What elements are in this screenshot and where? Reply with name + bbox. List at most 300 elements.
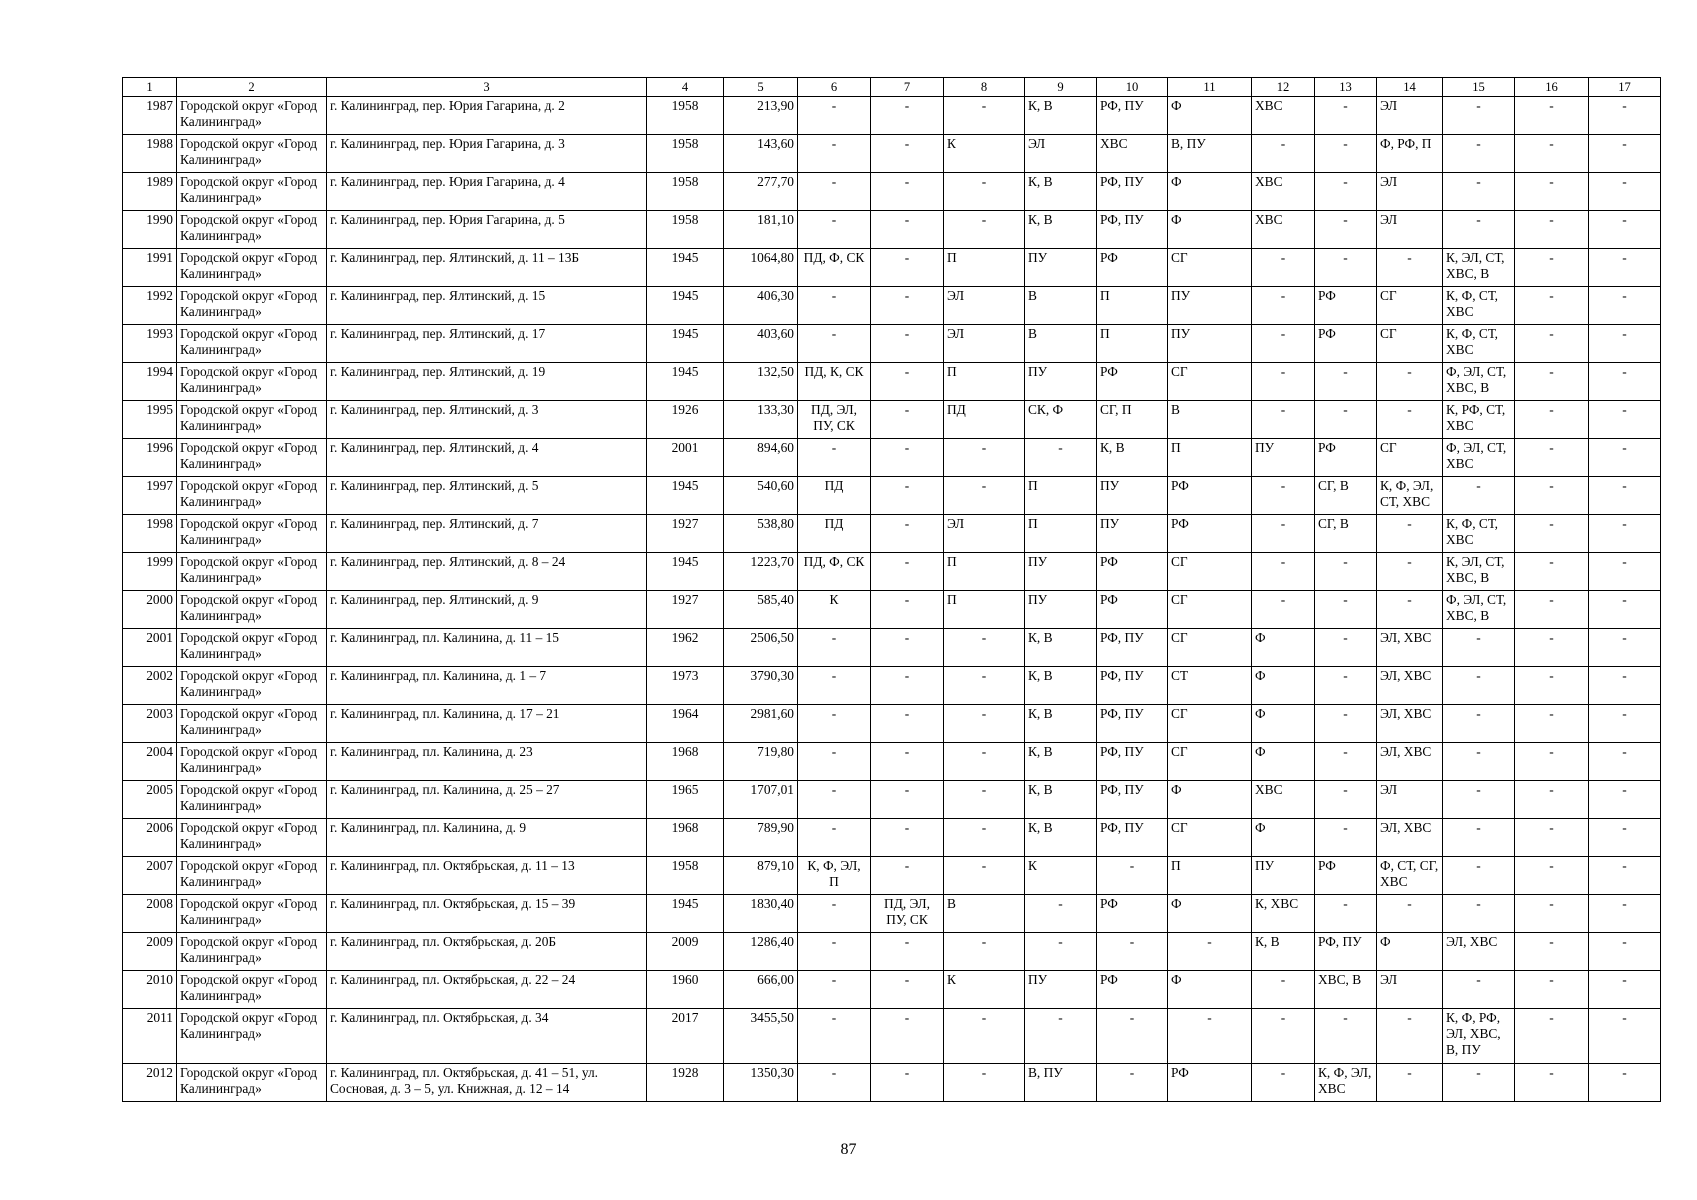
table-cell-col-15: - <box>1443 211 1515 249</box>
table-cell-col-12: ПУ <box>1252 857 1315 895</box>
table-cell-col-9: К, В <box>1025 629 1097 667</box>
table-cell-col-13: РФ <box>1315 287 1377 325</box>
table-cell-col-6: - <box>798 743 871 781</box>
table-cell-col-15: - <box>1443 971 1515 1009</box>
table-cell-col-13: - <box>1315 781 1377 819</box>
table-cell-col-6: - <box>798 439 871 477</box>
table-cell-col-6: - <box>798 135 871 173</box>
table-cell-col-8: - <box>944 477 1025 515</box>
table-cell-col-11: Ф <box>1168 173 1252 211</box>
table-cell-col-3: г. Калининград, пер. Ялтинский, д. 5 <box>327 477 647 515</box>
table-cell-col-9: К, В <box>1025 173 1097 211</box>
table-cell-col-6: - <box>798 97 871 135</box>
table-cell-col-14: ЭЛ <box>1377 971 1443 1009</box>
table-cell-col-17: - <box>1589 591 1661 629</box>
table-cell-col-16: - <box>1515 1064 1589 1102</box>
table-cell-col-13: - <box>1315 211 1377 249</box>
table-cell-col-10: ПУ <box>1097 515 1168 553</box>
table-cell-col-12: - <box>1252 553 1315 591</box>
table-cell-col-9: - <box>1025 439 1097 477</box>
table-row <box>123 629 1661 667</box>
table-cell-col-1: 2000 <box>123 591 177 629</box>
table-cell-col-17: - <box>1589 553 1661 591</box>
table-cell-col-6: ПД, ЭЛ, ПУ, СК <box>798 401 871 439</box>
region-buildings-table <box>122 77 1661 1102</box>
table-cell-col-6: ПД, Ф, СК <box>798 249 871 287</box>
table-row <box>123 477 1661 515</box>
table-cell-col-7: - <box>871 287 944 325</box>
table-row <box>123 249 1661 287</box>
table-cell-col-12: К, ХВС <box>1252 895 1315 933</box>
table-cell-col-10: РФ <box>1097 895 1168 933</box>
table-cell-col-7: - <box>871 857 944 895</box>
table-cell-col-10: ХВС <box>1097 135 1168 173</box>
table-cell-col-1: 1987 <box>123 97 177 135</box>
table-row <box>123 439 1661 477</box>
table-cell-col-15: К, Ф, СТ, ХВС <box>1443 287 1515 325</box>
table-cell-col-5: 1286,40 <box>724 933 798 971</box>
table-cell-col-9: В <box>1025 287 1097 325</box>
table-cell-col-17: - <box>1589 1009 1661 1064</box>
table-cell-col-2: Городской округ «Город Калининград» <box>177 249 327 287</box>
table-cell-col-16: - <box>1515 971 1589 1009</box>
table-cell-col-11: СГ <box>1168 363 1252 401</box>
table-row <box>123 211 1661 249</box>
table-cell-col-15: К, Ф, РФ, ЭЛ, ХВС, В, ПУ <box>1443 1009 1515 1064</box>
table-cell-col-3: г. Калининград, пер. Ялтинский, д. 7 <box>327 515 647 553</box>
table-cell-col-13: - <box>1315 743 1377 781</box>
table-row <box>123 857 1661 895</box>
table-cell-col-13: РФ <box>1315 325 1377 363</box>
table-cell-col-14: - <box>1377 515 1443 553</box>
table-cell-col-2: Городской округ «Город Калининград» <box>177 819 327 857</box>
table-cell-col-5: 1223,70 <box>724 553 798 591</box>
table-cell-col-8: ЭЛ <box>944 287 1025 325</box>
table-cell-col-2: Городской округ «Город Калининград» <box>177 1064 327 1102</box>
table-cell-col-15: К, Ф, СТ, ХВС <box>1443 325 1515 363</box>
table-cell-col-2: Городской округ «Город Калининград» <box>177 781 327 819</box>
table-cell-col-5: 403,60 <box>724 325 798 363</box>
column-header-9: 9 <box>1025 78 1097 97</box>
table-cell-col-1: 2009 <box>123 933 177 971</box>
table-cell-col-11: СГ <box>1168 705 1252 743</box>
table-cell-col-13: РФ <box>1315 439 1377 477</box>
table-cell-col-2: Городской округ «Город Калининград» <box>177 705 327 743</box>
column-header-17: 17 <box>1589 78 1661 97</box>
table-cell-col-17: - <box>1589 97 1661 135</box>
table-cell-col-14: Ф, РФ, П <box>1377 135 1443 173</box>
table-cell-col-4: 1964 <box>647 705 724 743</box>
table-cell-col-2: Городской округ «Город Калининград» <box>177 629 327 667</box>
table-cell-col-17: - <box>1589 781 1661 819</box>
table-cell-col-11: Ф <box>1168 895 1252 933</box>
table-cell-col-10: РФ, ПУ <box>1097 705 1168 743</box>
table-cell-col-7: - <box>871 667 944 705</box>
table-cell-col-5: 133,30 <box>724 401 798 439</box>
table-cell-col-8: В <box>944 895 1025 933</box>
table-cell-col-3: г. Калининград, пл. Октябрьская, д. 15 – 39 <box>327 895 647 933</box>
table-row <box>123 591 1661 629</box>
table-cell-col-1: 2005 <box>123 781 177 819</box>
table-cell-col-6: - <box>798 705 871 743</box>
table-cell-col-12: ХВС <box>1252 173 1315 211</box>
table-cell-col-15: - <box>1443 667 1515 705</box>
column-header-8: 8 <box>944 78 1025 97</box>
table-cell-col-17: - <box>1589 325 1661 363</box>
table-cell-col-10: РФ, ПУ <box>1097 781 1168 819</box>
table-cell-col-16: - <box>1515 933 1589 971</box>
table-cell-col-4: 1945 <box>647 477 724 515</box>
table-cell-col-9: ПУ <box>1025 591 1097 629</box>
table-cell-col-17: - <box>1589 515 1661 553</box>
table-header-row <box>123 78 1661 97</box>
table-cell-col-6: - <box>798 173 871 211</box>
table-cell-col-17: - <box>1589 439 1661 477</box>
table-cell-col-12: - <box>1252 1064 1315 1102</box>
table-cell-col-12: Ф <box>1252 819 1315 857</box>
table-cell-col-3: г. Калининград, пер. Ялтинский, д. 17 <box>327 325 647 363</box>
table-cell-col-4: 1968 <box>647 819 724 857</box>
table-cell-col-2: Городской округ «Город Калининград» <box>177 553 327 591</box>
table-cell-col-6: ПД <box>798 477 871 515</box>
table-cell-col-9: К, В <box>1025 97 1097 135</box>
table-cell-col-1: 2006 <box>123 819 177 857</box>
table-cell-col-17: - <box>1589 1064 1661 1102</box>
table-cell-col-2: Городской округ «Город Калининград» <box>177 97 327 135</box>
table-cell-col-15: Ф, ЭЛ, СТ, ХВС, В <box>1443 591 1515 629</box>
column-header-5: 5 <box>724 78 798 97</box>
table-cell-col-16: - <box>1515 135 1589 173</box>
table-cell-col-16: - <box>1515 515 1589 553</box>
table-cell-col-5: 585,40 <box>724 591 798 629</box>
table-cell-col-8: - <box>944 819 1025 857</box>
table-cell-col-6: - <box>798 1009 871 1064</box>
table-cell-col-16: - <box>1515 591 1589 629</box>
table-cell-col-4: 1945 <box>647 287 724 325</box>
table-cell-col-3: г. Калининград, пл. Октябрьская, д. 20Б <box>327 933 647 971</box>
table-cell-col-8: П <box>944 363 1025 401</box>
table-cell-col-17: - <box>1589 629 1661 667</box>
table-cell-col-12: Ф <box>1252 667 1315 705</box>
table-cell-col-4: 1945 <box>647 363 724 401</box>
table-cell-col-7: - <box>871 363 944 401</box>
table-cell-col-12: ХВС <box>1252 97 1315 135</box>
table-cell-col-11: В, ПУ <box>1168 135 1252 173</box>
table-row <box>123 515 1661 553</box>
column-header-10: 10 <box>1097 78 1168 97</box>
table-cell-col-9: СК, Ф <box>1025 401 1097 439</box>
table-cell-col-11: СТ <box>1168 667 1252 705</box>
table-cell-col-11: СГ <box>1168 553 1252 591</box>
table-cell-col-12: Ф <box>1252 743 1315 781</box>
table-cell-col-14: ЭЛ, ХВС <box>1377 705 1443 743</box>
table-cell-col-13: СГ, В <box>1315 515 1377 553</box>
table-cell-col-12: - <box>1252 477 1315 515</box>
table-cell-col-8: ЭЛ <box>944 325 1025 363</box>
table-cell-col-1: 2010 <box>123 971 177 1009</box>
table-cell-col-11: РФ <box>1168 515 1252 553</box>
table-cell-col-7: ПД, ЭЛ, ПУ, СК <box>871 895 944 933</box>
table-cell-col-2: Городской округ «Город Калининград» <box>177 439 327 477</box>
table-cell-col-4: 2009 <box>647 933 724 971</box>
table-cell-col-8: - <box>944 439 1025 477</box>
table-row <box>123 287 1661 325</box>
table-cell-col-4: 1958 <box>647 135 724 173</box>
table-cell-col-5: 666,00 <box>724 971 798 1009</box>
table-cell-col-2: Городской округ «Город Калининград» <box>177 287 327 325</box>
table-cell-col-4: 1945 <box>647 553 724 591</box>
table-cell-col-16: - <box>1515 173 1589 211</box>
table-cell-col-8: - <box>944 857 1025 895</box>
table-cell-col-7: - <box>871 705 944 743</box>
table-cell-col-7: - <box>871 249 944 287</box>
table-cell-col-17: - <box>1589 211 1661 249</box>
table-cell-col-8: - <box>944 781 1025 819</box>
table-cell-col-8: П <box>944 553 1025 591</box>
table-cell-col-10: П <box>1097 287 1168 325</box>
table-cell-col-9: К, В <box>1025 819 1097 857</box>
table-row <box>123 705 1661 743</box>
table-cell-col-4: 1958 <box>647 211 724 249</box>
table-cell-col-9: К, В <box>1025 667 1097 705</box>
table-cell-col-16: - <box>1515 249 1589 287</box>
table-cell-col-3: г. Калининград, пл. Калинина, д. 25 – 27 <box>327 781 647 819</box>
table-cell-col-8: - <box>944 743 1025 781</box>
column-header-2: 2 <box>177 78 327 97</box>
table-cell-col-13: - <box>1315 895 1377 933</box>
table-cell-col-1: 1997 <box>123 477 177 515</box>
table-cell-col-13: - <box>1315 401 1377 439</box>
table-cell-col-1: 2011 <box>123 1009 177 1064</box>
table-cell-col-2: Городской округ «Город Калининград» <box>177 401 327 439</box>
table-cell-col-5: 132,50 <box>724 363 798 401</box>
table-cell-col-16: - <box>1515 629 1589 667</box>
table-cell-col-16: - <box>1515 287 1589 325</box>
column-header-14: 14 <box>1377 78 1443 97</box>
table-row <box>123 401 1661 439</box>
table-cell-col-16: - <box>1515 819 1589 857</box>
table-cell-col-13: - <box>1315 97 1377 135</box>
table-cell-col-5: 1707,01 <box>724 781 798 819</box>
table-cell-col-5: 540,60 <box>724 477 798 515</box>
table-cell-col-6: - <box>798 819 871 857</box>
table-cell-col-16: - <box>1515 363 1589 401</box>
table-cell-col-11: - <box>1168 933 1252 971</box>
table-cell-col-1: 2004 <box>123 743 177 781</box>
table-cell-col-14: - <box>1377 1064 1443 1102</box>
table-cell-col-2: Городской округ «Город Калининград» <box>177 363 327 401</box>
table-cell-col-7: - <box>871 743 944 781</box>
table-cell-col-17: - <box>1589 895 1661 933</box>
table-cell-col-15: - <box>1443 819 1515 857</box>
table-cell-col-4: 2017 <box>647 1009 724 1064</box>
table-cell-col-13: - <box>1315 705 1377 743</box>
table-cell-col-10: К, В <box>1097 439 1168 477</box>
table-cell-col-8: - <box>944 97 1025 135</box>
table-cell-col-4: 1960 <box>647 971 724 1009</box>
table-cell-col-9: ПУ <box>1025 249 1097 287</box>
table-cell-col-1: 2001 <box>123 629 177 667</box>
table-cell-col-6: - <box>798 629 871 667</box>
table-cell-col-12: - <box>1252 249 1315 287</box>
table-cell-col-10: - <box>1097 1009 1168 1064</box>
table-cell-col-4: 1958 <box>647 97 724 135</box>
table-cell-col-10: РФ <box>1097 249 1168 287</box>
table-cell-col-7: - <box>871 933 944 971</box>
table-cell-col-4: 1927 <box>647 591 724 629</box>
table-cell-col-3: г. Калининград, пл. Калинина, д. 17 – 21 <box>327 705 647 743</box>
table-cell-col-14: ЭЛ, ХВС <box>1377 743 1443 781</box>
table-cell-col-14: ЭЛ, ХВС <box>1377 629 1443 667</box>
table-cell-col-17: - <box>1589 135 1661 173</box>
table-cell-col-14: Ф <box>1377 933 1443 971</box>
table-cell-col-16: - <box>1515 781 1589 819</box>
table-cell-col-6: ПД, Ф, СК <box>798 553 871 591</box>
table-cell-col-12: - <box>1252 591 1315 629</box>
table-cell-col-7: - <box>871 97 944 135</box>
table-cell-col-4: 1965 <box>647 781 724 819</box>
table-cell-col-12: К, В <box>1252 933 1315 971</box>
table-cell-col-5: 277,70 <box>724 173 798 211</box>
table-cell-col-9: П <box>1025 477 1097 515</box>
table-cell-col-13: ХВС, В <box>1315 971 1377 1009</box>
table-cell-col-7: - <box>871 1009 944 1064</box>
table-cell-col-2: Городской округ «Город Калининград» <box>177 667 327 705</box>
table-cell-col-9: ПУ <box>1025 553 1097 591</box>
table-row <box>123 743 1661 781</box>
table-cell-col-12: - <box>1252 1009 1315 1064</box>
table-cell-col-14: - <box>1377 401 1443 439</box>
table-cell-col-11: СГ <box>1168 591 1252 629</box>
table-cell-col-3: г. Калининград, пер. Юрия Гагарина, д. 4 <box>327 173 647 211</box>
table-cell-col-12: ПУ <box>1252 439 1315 477</box>
table-cell-col-3: г. Калининград, пл. Калинина, д. 9 <box>327 819 647 857</box>
table-row <box>123 325 1661 363</box>
table-cell-col-7: - <box>871 819 944 857</box>
table-cell-col-14: - <box>1377 895 1443 933</box>
table-cell-col-7: - <box>871 781 944 819</box>
table-cell-col-3: г. Калининград, пер. Юрия Гагарина, д. 3 <box>327 135 647 173</box>
table-cell-col-5: 3455,50 <box>724 1009 798 1064</box>
table-cell-col-1: 2007 <box>123 857 177 895</box>
table-cell-col-8: - <box>944 705 1025 743</box>
table-cell-col-16: - <box>1515 325 1589 363</box>
table-cell-col-1: 1996 <box>123 439 177 477</box>
table-cell-col-4: 1968 <box>647 743 724 781</box>
table-cell-col-2: Городской округ «Город Калининград» <box>177 591 327 629</box>
table-cell-col-2: Городской округ «Город Калининград» <box>177 857 327 895</box>
table-cell-col-2: Городской округ «Город Калининград» <box>177 135 327 173</box>
table-cell-col-8: П <box>944 249 1025 287</box>
table-cell-col-5: 2981,60 <box>724 705 798 743</box>
table-cell-col-7: - <box>871 591 944 629</box>
table-cell-col-13: - <box>1315 363 1377 401</box>
table-row <box>123 1009 1661 1064</box>
table-cell-col-7: - <box>871 553 944 591</box>
table-cell-col-3: г. Калининград, пл. Октябрьская, д. 34 <box>327 1009 647 1064</box>
table-cell-col-6: - <box>798 1064 871 1102</box>
table-cell-col-4: 1927 <box>647 515 724 553</box>
table-cell-col-7: - <box>871 439 944 477</box>
table-cell-col-13: СГ, В <box>1315 477 1377 515</box>
table-cell-col-10: РФ, ПУ <box>1097 211 1168 249</box>
table-cell-col-8: - <box>944 933 1025 971</box>
table-cell-col-10: РФ <box>1097 971 1168 1009</box>
table-cell-col-15: - <box>1443 781 1515 819</box>
table-cell-col-2: Городской округ «Город Калининград» <box>177 173 327 211</box>
table-cell-col-14: ЭЛ <box>1377 781 1443 819</box>
column-header-7: 7 <box>871 78 944 97</box>
table-cell-col-2: Городской округ «Город Калининград» <box>177 1009 327 1064</box>
table-cell-col-16: - <box>1515 97 1589 135</box>
table-cell-col-13: - <box>1315 591 1377 629</box>
table-cell-col-4: 2001 <box>647 439 724 477</box>
table-cell-col-4: 1928 <box>647 1064 724 1102</box>
table-cell-col-6: - <box>798 895 871 933</box>
table-cell-col-16: - <box>1515 439 1589 477</box>
table-cell-col-11: РФ <box>1168 1064 1252 1102</box>
table-cell-col-8: - <box>944 1064 1025 1102</box>
table-cell-col-4: 1945 <box>647 249 724 287</box>
table-cell-col-2: Городской округ «Город Калининград» <box>177 477 327 515</box>
table-cell-col-6: - <box>798 667 871 705</box>
table-cell-col-12: - <box>1252 401 1315 439</box>
table-cell-col-13: - <box>1315 553 1377 591</box>
table-cell-col-5: 789,90 <box>724 819 798 857</box>
table-cell-col-16: - <box>1515 401 1589 439</box>
table-cell-col-9: К, В <box>1025 705 1097 743</box>
table-cell-col-1: 2003 <box>123 705 177 743</box>
table-cell-col-2: Городской округ «Город Калининград» <box>177 895 327 933</box>
table-cell-col-7: - <box>871 401 944 439</box>
table-cell-col-9: ЭЛ <box>1025 135 1097 173</box>
table-cell-col-12: Ф <box>1252 705 1315 743</box>
table-cell-col-8: - <box>944 629 1025 667</box>
table-cell-col-5: 894,60 <box>724 439 798 477</box>
table-cell-col-6: К, Ф, ЭЛ, П <box>798 857 871 895</box>
table-cell-col-2: Городской округ «Город Калининград» <box>177 211 327 249</box>
table-cell-col-1: 2002 <box>123 667 177 705</box>
table-cell-col-11: РФ <box>1168 477 1252 515</box>
table-cell-col-3: г. Калининград, пер. Ялтинский, д. 8 – 24 <box>327 553 647 591</box>
table-cell-col-5: 143,60 <box>724 135 798 173</box>
column-header-11: 11 <box>1168 78 1252 97</box>
table-cell-col-13: - <box>1315 1009 1377 1064</box>
table-row <box>123 819 1661 857</box>
table-cell-col-11: П <box>1168 857 1252 895</box>
table-cell-col-14: Ф, СТ, СГ, ХВС <box>1377 857 1443 895</box>
table-cell-col-1: 1988 <box>123 135 177 173</box>
table-cell-col-5: 1350,30 <box>724 1064 798 1102</box>
table-cell-col-11: ПУ <box>1168 325 1252 363</box>
table-row <box>123 781 1661 819</box>
table-cell-col-2: Городской округ «Город Калининград» <box>177 933 327 971</box>
table-cell-col-17: - <box>1589 933 1661 971</box>
table-cell-col-1: 2008 <box>123 895 177 933</box>
table-cell-col-11: СГ <box>1168 743 1252 781</box>
table-cell-col-9: - <box>1025 933 1097 971</box>
table-cell-col-15: - <box>1443 705 1515 743</box>
table-cell-col-7: - <box>871 629 944 667</box>
table-cell-col-16: - <box>1515 477 1589 515</box>
table-cell-col-11: Ф <box>1168 781 1252 819</box>
table-cell-col-7: - <box>871 515 944 553</box>
table-cell-col-13: - <box>1315 135 1377 173</box>
column-header-15: 15 <box>1443 78 1515 97</box>
table-cell-col-6: - <box>798 287 871 325</box>
table-cell-col-10: СГ, П <box>1097 401 1168 439</box>
column-header-6: 6 <box>798 78 871 97</box>
